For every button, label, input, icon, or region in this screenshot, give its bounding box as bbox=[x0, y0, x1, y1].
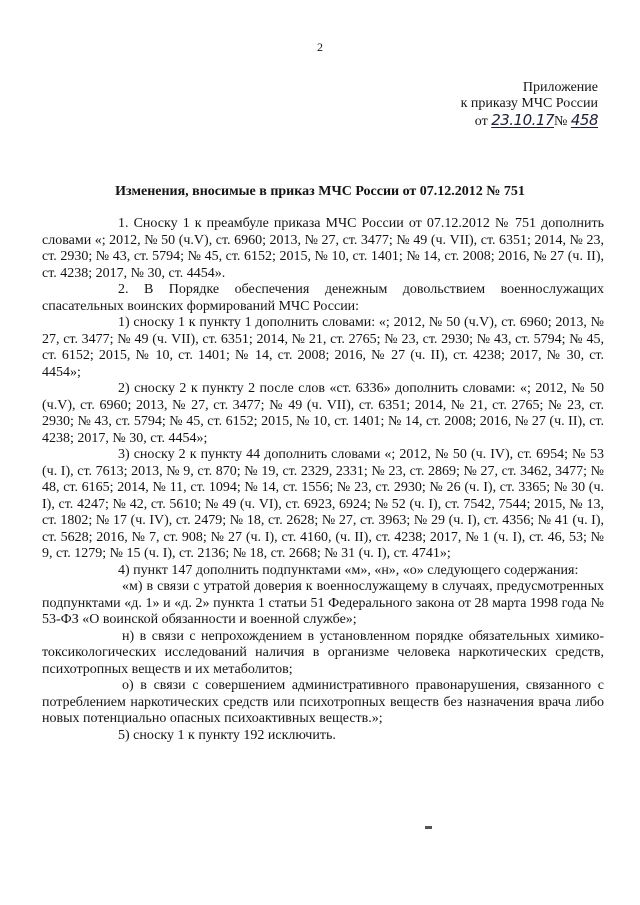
date-from-label: от bbox=[474, 114, 488, 129]
subparagraph-n: н) в связи с непрохождением в установленном порядке обязательных химико-токсикологических исследований наличия в организме человека наркотических средств, психотропных веществ и их метаболитов; bbox=[42, 628, 604, 677]
handwritten-date: 23.10.17 bbox=[491, 111, 554, 129]
scan-mark bbox=[425, 826, 432, 829]
paragraph-2-1: 1) сноску 1 к пункту 1 дополнить словами: «; 2012, № 50 (ч.V), ст. 6960; 2013, № 27, ст. 3477; № 49 (ч. VII), ст. 6351; 2014, № 21, ст. 2765; № 23, ст. 2930; № 43, ст. 5794; № 45, ст. 6152; 2015, № 10, ст. 1401; № 14, ст. 2008; 2016, № 27 (ч. II), ст. 4238; 2017, № 30, ст. 4454»; bbox=[42, 315, 604, 380]
subparagraph-m: «м) в связи с утратой доверия к военнослужащему в случаях, предусмотренных подпунктами «д. 1» и «д. 2» пункта 1 статьи 51 Федерального закона от 28 марта 1998 года № 53-ФЗ «О воинской обязанности и военной службе»; bbox=[42, 579, 604, 627]
paragraph-2: 2. В Порядке обеспечения денежным довольствием военнослужащих спасательных воинских формирований МЧС России: bbox=[42, 282, 604, 314]
paragraph-2-3: 3) сноску 2 к пункту 44 дополнить словами «; 2012, № 50 (ч. IV), ст. 6954; № 53 (ч. I), ст. 7613; 2013, № 9, ст. 870; № 19, ст. 2329, 2331; № 23, ст. 2869; № 27, ст. 3462, 3477; № 48, ст. 6165; 2014, № 11, ст. 1094; № 14, ст. 1556; № 23, ст. 2930; № 26 (ч. I), ст. 3365; № 30 (ч. I), ст. 4247; № 42, ст. 5610; № 49 (ч. VI), ст. 6923, 6924; № 52 (ч. I), ст. 7542, 7544; 2015, № 13, ст. 1802; № 17 (ч. IV), ст. 2479; № 18, ст. 2628; № 27, ст. 3963; № 29 (ч. I), ст. 4356; № 41 (ч. I), ст. 5628; 2016, № 7, ст. 908; № 27 (ч. I), ст. 4160, (ч. II), ст. 4238; 2017, № 1 (ч. I), ст. 46, 53; № 9, ст. 1279; № 15 (ч. I), ст. 2136; № 18, ст. 2668; № 31 (ч. I), ст. 4741»; bbox=[42, 447, 604, 561]
document-title: Изменения, вносимые в приказ МЧС России от 07.12.2012 № 751 bbox=[115, 184, 525, 199]
handwritten-number: 458 bbox=[570, 111, 598, 129]
paragraph-2-2: 2) сноску 2 к пункту 2 после слов «ст. 6336» дополнить словами: «; 2012, № 50 (ч.V), ст. 6960; 2013, № 27, ст. 3477; № 49 (ч. VII), ст. 6351; 2014, № 21, ст. 2765; № 23, ст. 2930; № 43, ст. 5794; № 45, ст. 6152; 2015, № 10, ст. 1401; № 14, ст. 2008; 2016, № 27 (ч. II), ст. 4238; 2017, № 30, ст. 4454»; bbox=[42, 381, 604, 446]
appendix-header bbox=[461, 80, 598, 130]
number-label: № bbox=[554, 114, 568, 129]
appendix-label: Приложение bbox=[522, 80, 598, 95]
paragraph-1: 1. Сноску 1 к преамбуле приказа МЧС России от 07.12.2012 № 751 дополнить словами «; 2012, № 50 (ч.V), ст. 6960; 2013, № 27, ст. 3477; № 49 (ч. VII), ст. 6351; 2014, № 23, ст. 2930; № 43, ст. 5794; № 45, ст. 6152; 2015, № 10, ст. 1401; № 14, ст. 2008; 2016, № 27 (ч. II), ст. 4238; 2017, № 30, ст. 4454». bbox=[42, 216, 604, 281]
document-body bbox=[42, 216, 604, 744]
paragraph-2-5: 5) сноску 1 к пункту 192 исключить. bbox=[118, 727, 336, 743]
subparagraph-o: о) в связи с совершением административного правонарушения, связанного с потреблением наркотических средств или психотропных веществ без назначения врача либо новых потенциально опасных психоактивных веществ.»; bbox=[42, 678, 604, 726]
page-number: 2 bbox=[317, 40, 323, 54]
appendix-date-line bbox=[461, 112, 598, 130]
appendix-order-ref: к приказу МЧС России bbox=[460, 96, 598, 111]
paragraph-2-4: 4) пункт 147 дополнить подпунктами «м», «н», «о» следующего содержания: bbox=[118, 562, 579, 578]
